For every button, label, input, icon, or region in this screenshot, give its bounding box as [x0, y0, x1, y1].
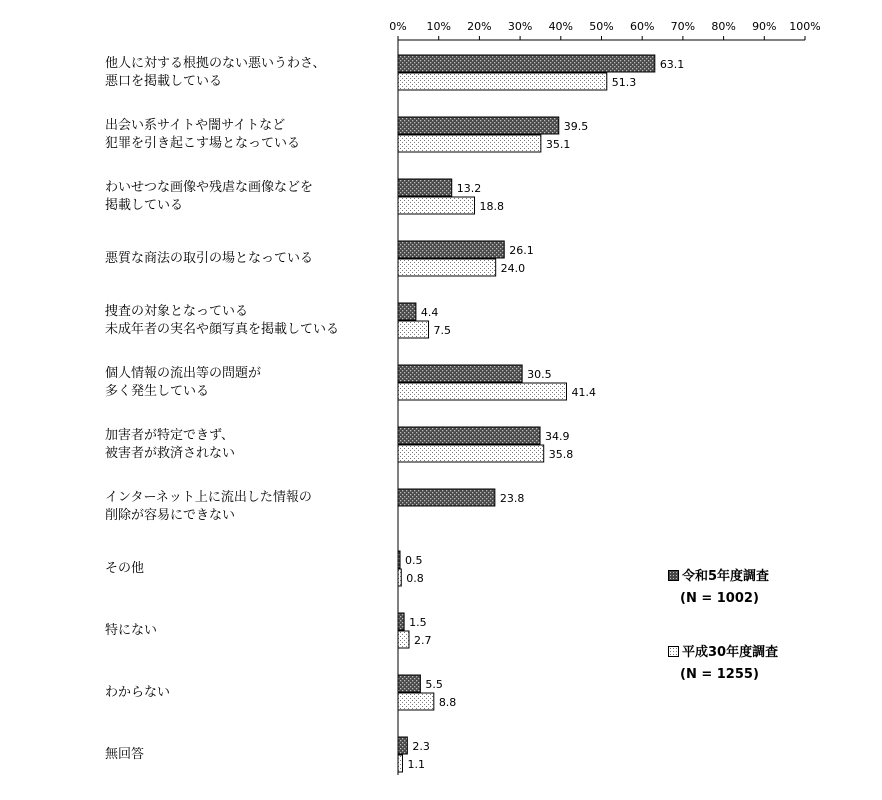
category-label: 悪質な商法の取引の場となっている — [105, 251, 314, 266]
data-label: 2.7 — [413, 634, 432, 647]
bar-current — [398, 489, 495, 506]
bar-previous — [398, 197, 475, 214]
data-label: 35.8 — [548, 448, 574, 461]
x-tick-label: 40% — [548, 20, 574, 33]
data-label: 18.8 — [479, 200, 505, 213]
category-label: 特にない — [105, 623, 158, 638]
bar-previous — [398, 321, 429, 338]
bar-previous — [398, 135, 541, 152]
legend-label-current: 令和5年度調査 — [682, 569, 770, 584]
data-label: 24.0 — [500, 262, 526, 275]
data-label: 7.5 — [433, 324, 452, 337]
bar-previous — [398, 445, 544, 462]
category-label: 捜査の対象となっている 未成年者の実名や顔写真を掲載している — [105, 304, 340, 337]
bar-previous — [398, 631, 409, 648]
bar-previous — [398, 259, 496, 276]
x-tick-label: 100% — [789, 20, 821, 33]
x-tick-label: 90% — [752, 20, 777, 33]
bar-current — [398, 179, 452, 196]
data-label: 30.5 — [527, 368, 552, 381]
x-tick-label: 10% — [426, 20, 451, 33]
data-label: 26.1 — [509, 244, 534, 257]
x-tick-label: 30% — [507, 20, 533, 33]
bar-current — [398, 737, 407, 754]
category-label: その他 — [105, 561, 145, 576]
legend-swatch-dark — [668, 570, 679, 581]
legend-n-current: (N = 1002) — [680, 591, 759, 606]
x-tick-label: 20% — [467, 20, 492, 33]
data-label: 39.5 — [563, 120, 589, 133]
data-label: 13.2 — [456, 182, 482, 195]
legend-item-previous — [668, 642, 778, 686]
data-label: 4.4 — [420, 306, 439, 319]
category-label: 個人情報の流出等の問題が 多く発生している — [105, 366, 262, 399]
x-tick-label: 70% — [670, 20, 696, 33]
x-tick-label: 0% — [389, 20, 407, 33]
bar-current — [398, 55, 655, 72]
legend-n-previous: (N = 1255) — [680, 667, 759, 682]
data-label: 23.8 — [499, 492, 525, 505]
data-label: 5.5 — [425, 678, 443, 691]
bar-current — [398, 365, 522, 382]
category-label: 加害者が特定できず、 被害者が救済されない — [105, 428, 236, 461]
bar-previous — [398, 755, 402, 772]
bar-previous — [398, 569, 401, 586]
bar-current — [398, 241, 504, 258]
legend-item-current — [668, 566, 769, 610]
category-label: 無回答 — [105, 747, 145, 762]
data-label: 2.3 — [412, 740, 430, 753]
data-label: 34.9 — [545, 430, 570, 443]
data-label: 0.5 — [405, 554, 423, 567]
bar-previous — [398, 693, 434, 710]
x-tick-label: 60% — [629, 20, 655, 33]
data-label: 41.4 — [571, 386, 596, 399]
category-label: インターネット上に流出した情報の 削除が容易にできない — [105, 490, 312, 523]
bar-current — [398, 117, 559, 134]
category-label: わからない — [105, 685, 171, 700]
bar-previous — [398, 383, 566, 400]
bar-previous — [398, 73, 607, 90]
category-label: わいせつな画像や残虐な画像などを 掲載している — [105, 180, 314, 213]
data-label: 0.8 — [406, 572, 424, 585]
category-label: 出会い系サイトや闇サイトなど 犯罪を引き起こす場となっている — [105, 118, 301, 151]
legend-label-previous: 平成30年度調査 — [682, 645, 779, 660]
x-tick-label: 50% — [589, 20, 614, 33]
legend-swatch-light — [668, 646, 679, 657]
x-tick-label: 80% — [711, 20, 736, 33]
category-label: 他人に対する根拠のない悪いうわさ、 悪口を掲載している — [105, 56, 326, 89]
bar-current — [398, 303, 416, 320]
bar-current — [398, 675, 420, 692]
data-label: 1.5 — [409, 616, 427, 629]
data-label: 63.1 — [659, 58, 685, 71]
bar-current — [398, 613, 404, 630]
data-label: 1.1 — [407, 758, 425, 771]
bar-current — [398, 551, 400, 568]
data-label: 51.3 — [611, 76, 637, 89]
data-label: 35.1 — [545, 138, 571, 151]
bar-current — [398, 427, 540, 444]
data-label: 8.8 — [438, 696, 457, 709]
